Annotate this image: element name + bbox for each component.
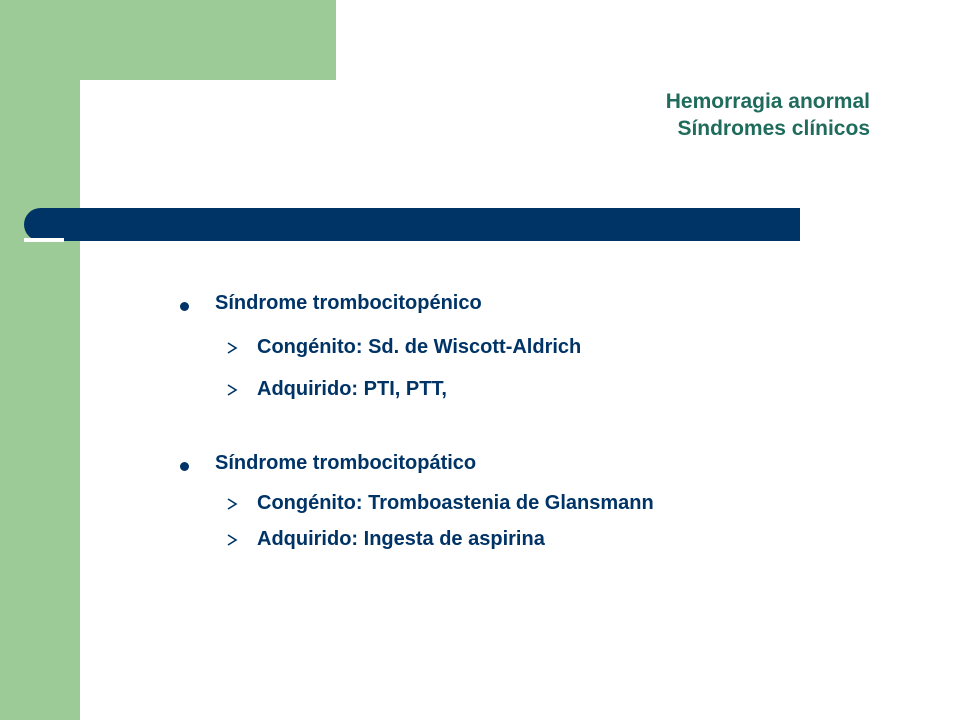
slide-title xyxy=(666,88,870,142)
title-line-1: Hemorragia anormal xyxy=(665,90,870,113)
circle-bullet-icon xyxy=(180,462,189,471)
navy-divider-bar xyxy=(24,208,800,241)
arrowhead-bullet-icon xyxy=(226,341,238,355)
sub-item: Congénito: Tromboastenia de Glansmann xyxy=(257,492,654,514)
sub-item: Congénito: Sd. de Wiscott-Aldrich xyxy=(257,336,582,358)
section-heading: Síndrome trombocitopénico xyxy=(215,292,482,314)
arrowhead-bullet-icon xyxy=(226,533,238,547)
arrowhead-bullet-icon xyxy=(226,383,238,397)
sub-item: Adquirido: Ingesta de aspirina xyxy=(257,528,545,550)
green-top-band xyxy=(0,0,336,80)
navy-bar-notch xyxy=(24,238,64,242)
sub-item: Adquirido: PTI, PTT, xyxy=(257,378,447,400)
title-line-2: Síndromes clínicos xyxy=(677,117,870,140)
circle-bullet-icon xyxy=(180,302,189,311)
band-corner-curve xyxy=(80,80,136,136)
arrowhead-bullet-icon xyxy=(226,497,238,511)
section-heading: Síndrome trombocitopático xyxy=(215,452,477,474)
green-side-band xyxy=(0,0,80,720)
